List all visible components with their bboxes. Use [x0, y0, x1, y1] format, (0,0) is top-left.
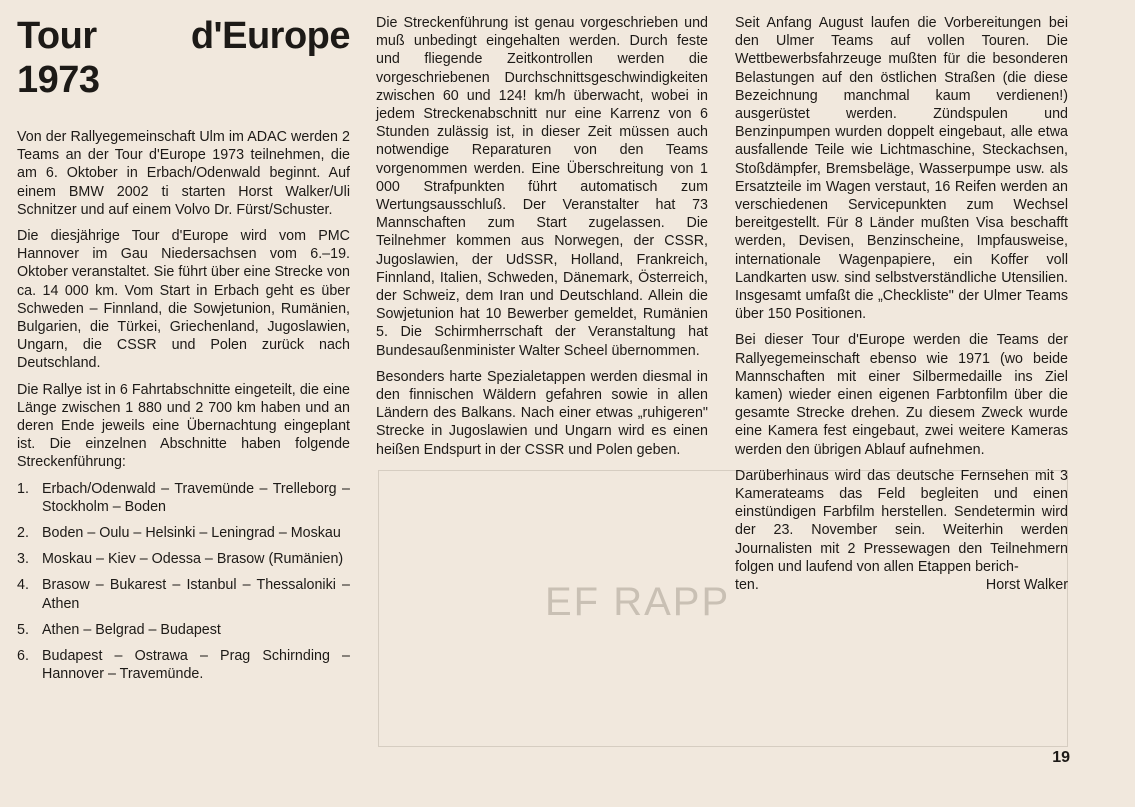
stage-item	[17, 621, 350, 639]
paragraph: Besonders harte Spezialetappen werden diesmal in den finnischen Wäldern gefahren sowie in allen Ländern des Balkans. Nach einer etwas „ruhigeren" Strecke in Jugoslawien und Ungarn wird es einen heißen Endspurt in der CSSR und Polen geben.	[376, 368, 708, 458]
show-through-text: EF RAPP	[545, 580, 731, 624]
stage-number: 5.	[17, 621, 29, 638]
paragraph	[735, 467, 1068, 576]
paragraph: Seit Anfang August laufen die Vorbereitungen bei den Ulmer Teams auf vollen Touren. Die Wettbewerbsfahrzeuge mußten für die besonderen Belastungen auf den östlichen Straßen (die diese Bezeichnung manchmal kaum verdienen!) ausgerüstet werden. Zündspulen und Benzinpumpen wurden doppelt eingebaut, alle etwa ausfallende Teile wie Lichtmaschine, Steckachsen, Stoßdämpfer, Bremsbeläge, Wasserpumpe usw. als Ersatzteile im Wagen verstaut, 16 Reifen werden an verschiedenen Servicepunkten zum Wechsel bereitgestellt. Für 8 Länder mußten Visa beschafft werden, Devisen, Benzinscheine, Impfausweise, internationale Wagenpapiere, ein Koffer voll Landkarten usw. sind selbstverständliche Utensilien. Insgesamt umfaßt die „Checkliste" der Ulmer Teams über 150 Positionen.	[735, 15, 1068, 323]
paragraph-end: ten.	[735, 577, 759, 594]
stage-route: Boden – Oulu – Helsinki – Leningrad – Moskau	[42, 525, 341, 542]
stage-route: Moskau – Kiev – Odessa – Brasow (Rumänien)	[42, 551, 344, 568]
stage-number: 1.	[17, 480, 29, 497]
stage-route: Athen – Belgrad – Budapest	[42, 621, 221, 638]
page-number: 19	[1052, 749, 1070, 766]
paragraph: Die Rallye ist in 6 Fahrtabschnitte eingeteilt, die eine Länge zwischen 1 880 und 2 700 km haben und an deren Ende jeweils eine Übernachtung eingeplant ist. Die einzelnen Abschnitte haben folgende Streckenführung:	[17, 381, 350, 471]
stage-item	[17, 524, 350, 542]
author-signature: Horst Walker	[985, 577, 1068, 594]
paragraph: Von der Rallyegemeinschaft Ulm im ADAC werden 2 Teams an der Tour d'Europe 1973 teilnehmen, die am 6. Oktober in Erbach/Odenwald beginnt. Auf einem BMW 2002 ti starten Horst Walker/Uli Schnitzer und auf einem Volvo Dr. Fürst/Schuster.	[17, 129, 350, 218]
stage-item	[17, 576, 350, 612]
stage-number: 3.	[17, 551, 29, 568]
paragraph: Die diesjährige Tour d'Europe wird vom PMC Hannover im Gau Niedersachsen vom 6.–19. Oktober veranstaltet. Sie führt über eine Strecke von ca. 14 000 km. Vom Start in Erbach geht es über Schweden – Finnland, die Sowjetunion, Rumänien, Bulgarien, die Türkei, Griechenland, Jugoslawien, Ungarn, die CSSR und Polen zurück nach Deutschland.	[17, 228, 350, 372]
stage-route: Erbach/Odenwald – Travemünde – Trelleborg – Stockholm – Boden	[42, 480, 350, 515]
stage-route: Brasow – Bukarest – Istanbul – Thessaloniki – Athen	[42, 577, 350, 612]
stage-number: 2.	[17, 525, 29, 542]
stage-route: Budapest – Ostrawa – Prag Schirnding – Hannover – Travemünde.	[42, 648, 350, 683]
stage-item	[17, 647, 350, 683]
paragraph: Bei dieser Tour d'Europe werden die Teams der Rallyegemeinschaft ebenso wie 1971 (wo beide Mannschaften mit einer Silbermedaille ins Ziel kamen) wieder einen eigenen Farbtonfilm über die gesamte Strecke drehen. Zu diesem Zweck wurde eine Kamera fest eingebaut, zwei weitere Kameras werden den übrigen Ablauf aufnehmen.	[735, 332, 1068, 458]
column-2	[376, 14, 708, 467]
column-1	[17, 14, 350, 691]
column-3	[735, 14, 1068, 594]
stage-number: 6.	[17, 648, 29, 665]
stage-item	[17, 480, 350, 516]
stage-item	[17, 550, 350, 568]
paragraph: Die Streckenführung ist genau vorgeschrieben und muß unbedingt eingehalten werden. Durch feste und fliegende Zeitkontrollen werden die vorgeschriebenen Durchschnittsgeschwindigkeiten zwischen 60 und 124! km/h überwacht, wobei in jedem Streckenabschnitt nur eine Karrenz von 6 Stunden zulässig ist, in dieser Zeit müssen auch notwendige Reparaturen von den Teams vorgenommen werden. Eine Überschreitung von 1 000 Strafpunkten führt automatisch zum Wertungsausschluß. Der Veranstalter hat 73 Mannschaften zum Start zugelassen. Die Teilnehmer kommen aus Norwegen, der CSSR, Jugoslawien, der UdSSR, Holland, Frankreich, Finnland, Italien, Schweden, Dänemark, Österreich, der Schweiz, dem Iran und Deutschland. Allein die Sowjetunion hat 10 Bewerber gemeldet, Rumänien 5. Die Schirmherrschaft der Veranstaltung hat Bundesaußenminister Walter Scheel übernommen.	[376, 15, 708, 359]
signature-line	[735, 576, 1068, 594]
article-title: Tour d'Europe 1973	[17, 15, 350, 101]
paragraph-text: Darüberhinaus wird das deutsche Fernsehen mit 3 Kamerateams das Feld begleiten und einen einstündigen Farbfilm herstellen. Sendetermin wird der 23. November sein. Weiterhin werden Journalisten mit 2 Pressewagen den Teilnehmern folgen und laufend von allen Etappen berich-	[735, 467, 1068, 575]
stage-number: 4.	[17, 577, 29, 594]
stage-list	[17, 480, 350, 684]
